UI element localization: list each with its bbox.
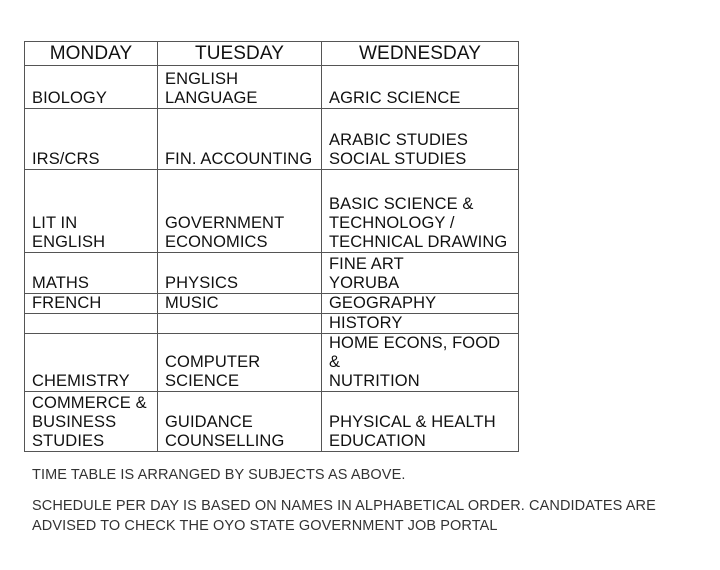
- cell-monday: IRS/CRS: [25, 109, 158, 170]
- note-arrangement: TIME TABLE IS ARRANGED BY SUBJECTS AS ABOVE.: [32, 467, 406, 483]
- cell-tuesday: [158, 314, 322, 334]
- note-schedule: [32, 496, 682, 536]
- cell-tuesday: GUIDANCE COUNSELLING: [158, 392, 322, 452]
- table-row: [25, 314, 519, 334]
- cell-wednesday: BASIC SCIENCE & TECHNOLOGY / TECHNICAL DRAWING: [322, 170, 519, 253]
- header-row: [25, 42, 519, 66]
- header-wednesday: WEDNESDAY: [322, 42, 519, 66]
- note-schedule-line2: ADVISED TO CHECK THE OYO STATE GOVERNMENT JOB PORTAL: [32, 518, 498, 534]
- cell-monday: [25, 314, 158, 334]
- table-row: [25, 334, 519, 392]
- table-row: [25, 392, 519, 452]
- cell-monday: LIT IN ENGLISH: [25, 170, 158, 253]
- header-monday: MONDAY: [25, 42, 158, 66]
- cell-tuesday: COMPUTER SCIENCE: [158, 334, 322, 392]
- table-row: [25, 109, 519, 170]
- cell-monday: MATHS: [25, 253, 158, 294]
- cell-wednesday: ARABIC STUDIES SOCIAL STUDIES: [322, 109, 519, 170]
- table-row: [25, 253, 519, 294]
- cell-monday: COMMERCE & BUSINESS STUDIES: [25, 392, 158, 452]
- table-row: [25, 170, 519, 253]
- cell-wednesday: HOME ECONS, FOOD & NUTRITION: [322, 334, 519, 392]
- cell-tuesday: MUSIC: [158, 294, 322, 314]
- timetable: [24, 41, 519, 452]
- cell-tuesday: GOVERNMENT ECONOMICS: [158, 170, 322, 253]
- cell-tuesday: ENGLISH LANGUAGE: [158, 66, 322, 109]
- cell-wednesday: GEOGRAPHY: [322, 294, 519, 314]
- cell-wednesday: AGRIC SCIENCE: [322, 66, 519, 109]
- header-tuesday: TUESDAY: [158, 42, 322, 66]
- cell-wednesday: FINE ART YORUBA: [322, 253, 519, 294]
- table-row: [25, 294, 519, 314]
- cell-monday: CHEMISTRY: [25, 334, 158, 392]
- cell-tuesday: FIN. ACCOUNTING: [158, 109, 322, 170]
- cell-monday: BIOLOGY: [25, 66, 158, 109]
- cell-monday: FRENCH: [25, 294, 158, 314]
- table-row: [25, 66, 519, 109]
- cell-wednesday: HISTORY: [322, 314, 519, 334]
- cell-wednesday: PHYSICAL & HEALTH EDUCATION: [322, 392, 519, 452]
- cell-tuesday: PHYSICS: [158, 253, 322, 294]
- note-schedule-line1: SCHEDULE PER DAY IS BASED ON NAMES IN ALPHABETICAL ORDER. CANDIDATES ARE: [32, 498, 656, 514]
